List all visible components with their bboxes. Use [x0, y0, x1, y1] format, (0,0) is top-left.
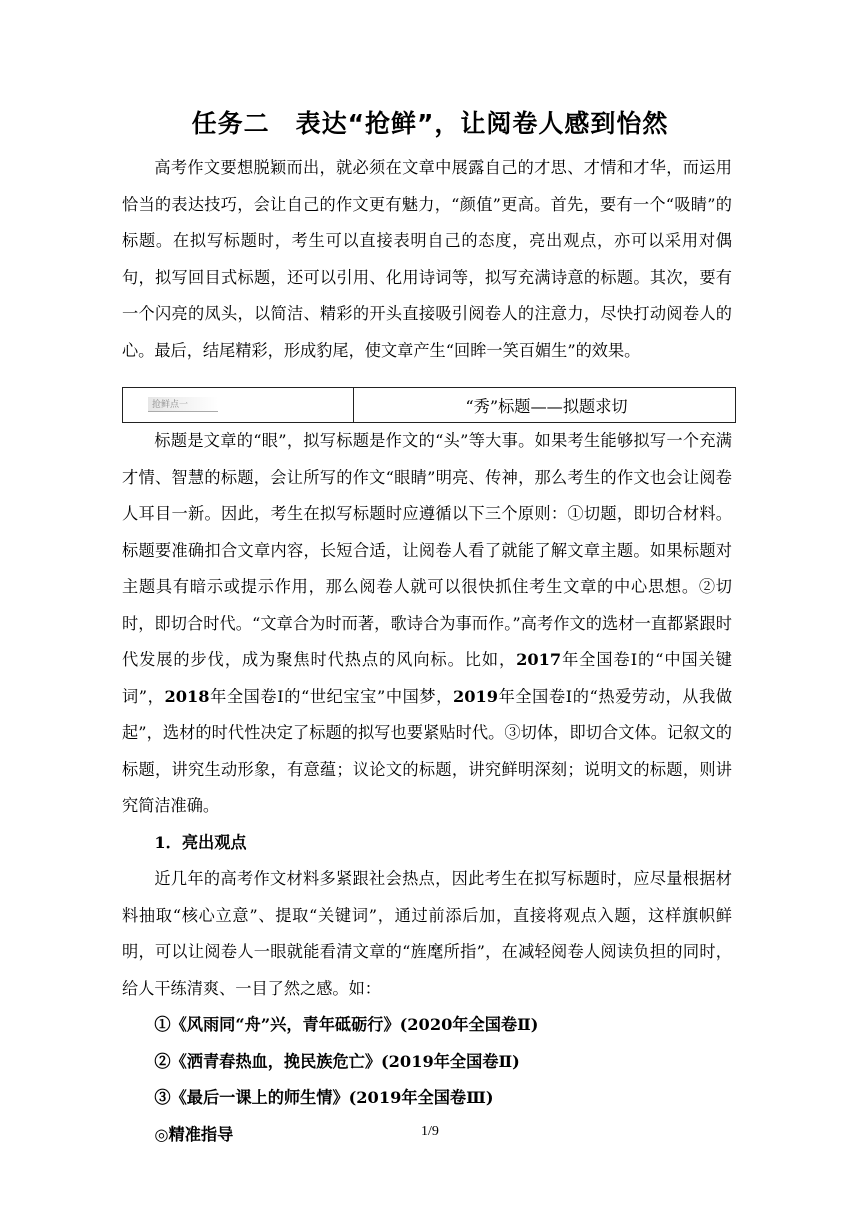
body-content [122, 423, 732, 1153]
page-title: 任务二 表达“抢鲜”，让阅卷人感到怡然 [191, 109, 669, 138]
principles-paragraph: 标题是文章的“眼”，拟写标题是作文的“头”等大事。如果考生能够拟写一个充满才情、智慧的标题，会让所写的作文“眼睛”明亮、传神，那么考生的作文也会让阅卷人耳目一新。因此，考生在拟写标题时应遵循以下三个原则：①切题，即切合材料。标题要准确扣合文章内容，长短合适，让阅卷人看了就能了解文章主题。如果标题对主题具有暗示或提示作用，那么阅卷人就可以很快抓住考生文章的中心思想。②切时，即切合时代。“文章合为时而著，歌诗合为事而作。”高考作文的选材一直都紧跟时代发展的步伐，成为聚焦时代热点的风向标。比如，2017年全国卷Ⅰ的“中国关键词”，2018年全国卷Ⅰ的“世纪宝宝”中国梦，2019年全国卷Ⅰ的“热爱劳动，从我做起”，选材的时代性决定了标题的拟写也要紧贴时代。③切体，即切合文体。记叙文的标题，讲究生动形象，有意蕴；议论文的标题，讲究鲜明深刻；说明文的标题，则讲究简洁准确。 [122, 431, 733, 815]
banner-badge-cell [123, 388, 354, 422]
example-item: ②《洒青春热血，挽民族危亡》(2019年全国卷Ⅱ) [154, 1051, 520, 1071]
banner-heading: “秀”标题——拟题求切 [465, 397, 628, 416]
example-item: ①《风雨同“舟”兴，青年砥砺行》(2020年全国卷Ⅱ) [154, 1015, 539, 1034]
banner-badge: 抢鲜点一 [148, 397, 218, 412]
viewpoint-paragraph: 近几年的高考作文材料多紧跟社会热点，因此考生在拟写标题时，应尽量根据材料抽取“核心立意”、提取“关键词”，通过前添后加，直接将观点入题，这样旗帜鲜明，可以让阅卷人一眼就能看清文章的“旌麾所指”，在减轻阅卷人阅读负担的同时，给人干练清爽、一目了然之感。如： [122, 869, 732, 998]
section-heading-1: 1．亮出观点 [154, 832, 247, 852]
section-banner [122, 387, 736, 423]
intro-paragraph: 高考作文要想脱颖而出，就必须在文章中展露自己的才思、才情和才华，而运用恰当的表达技巧，会让自己的作文更有魅力，“颜值”更高。首先，要有一个“吸睛”的标题。在拟写标题时，考生可以直接表明自己的态度，亮出观点，亦可以采用对偶句，拟写回目式标题，还可以引用、化用诗词等，拟写充满诗意的标题。其次，要有一个闪亮的凤头，以简洁、精彩的开头直接吸引阅卷人的注意力，尽快打动阅卷人的心。最后，结尾精彩，形成豹尾，使文章产生“回眸一笑百媚生”的效果。 [122, 158, 732, 360]
guide-heading: ◎精准指导 [154, 1124, 234, 1144]
page-number: 1/9 [421, 1124, 439, 1139]
example-item: ③《最后一课上的师生情》(2019年全国卷Ⅲ) [154, 1088, 494, 1107]
